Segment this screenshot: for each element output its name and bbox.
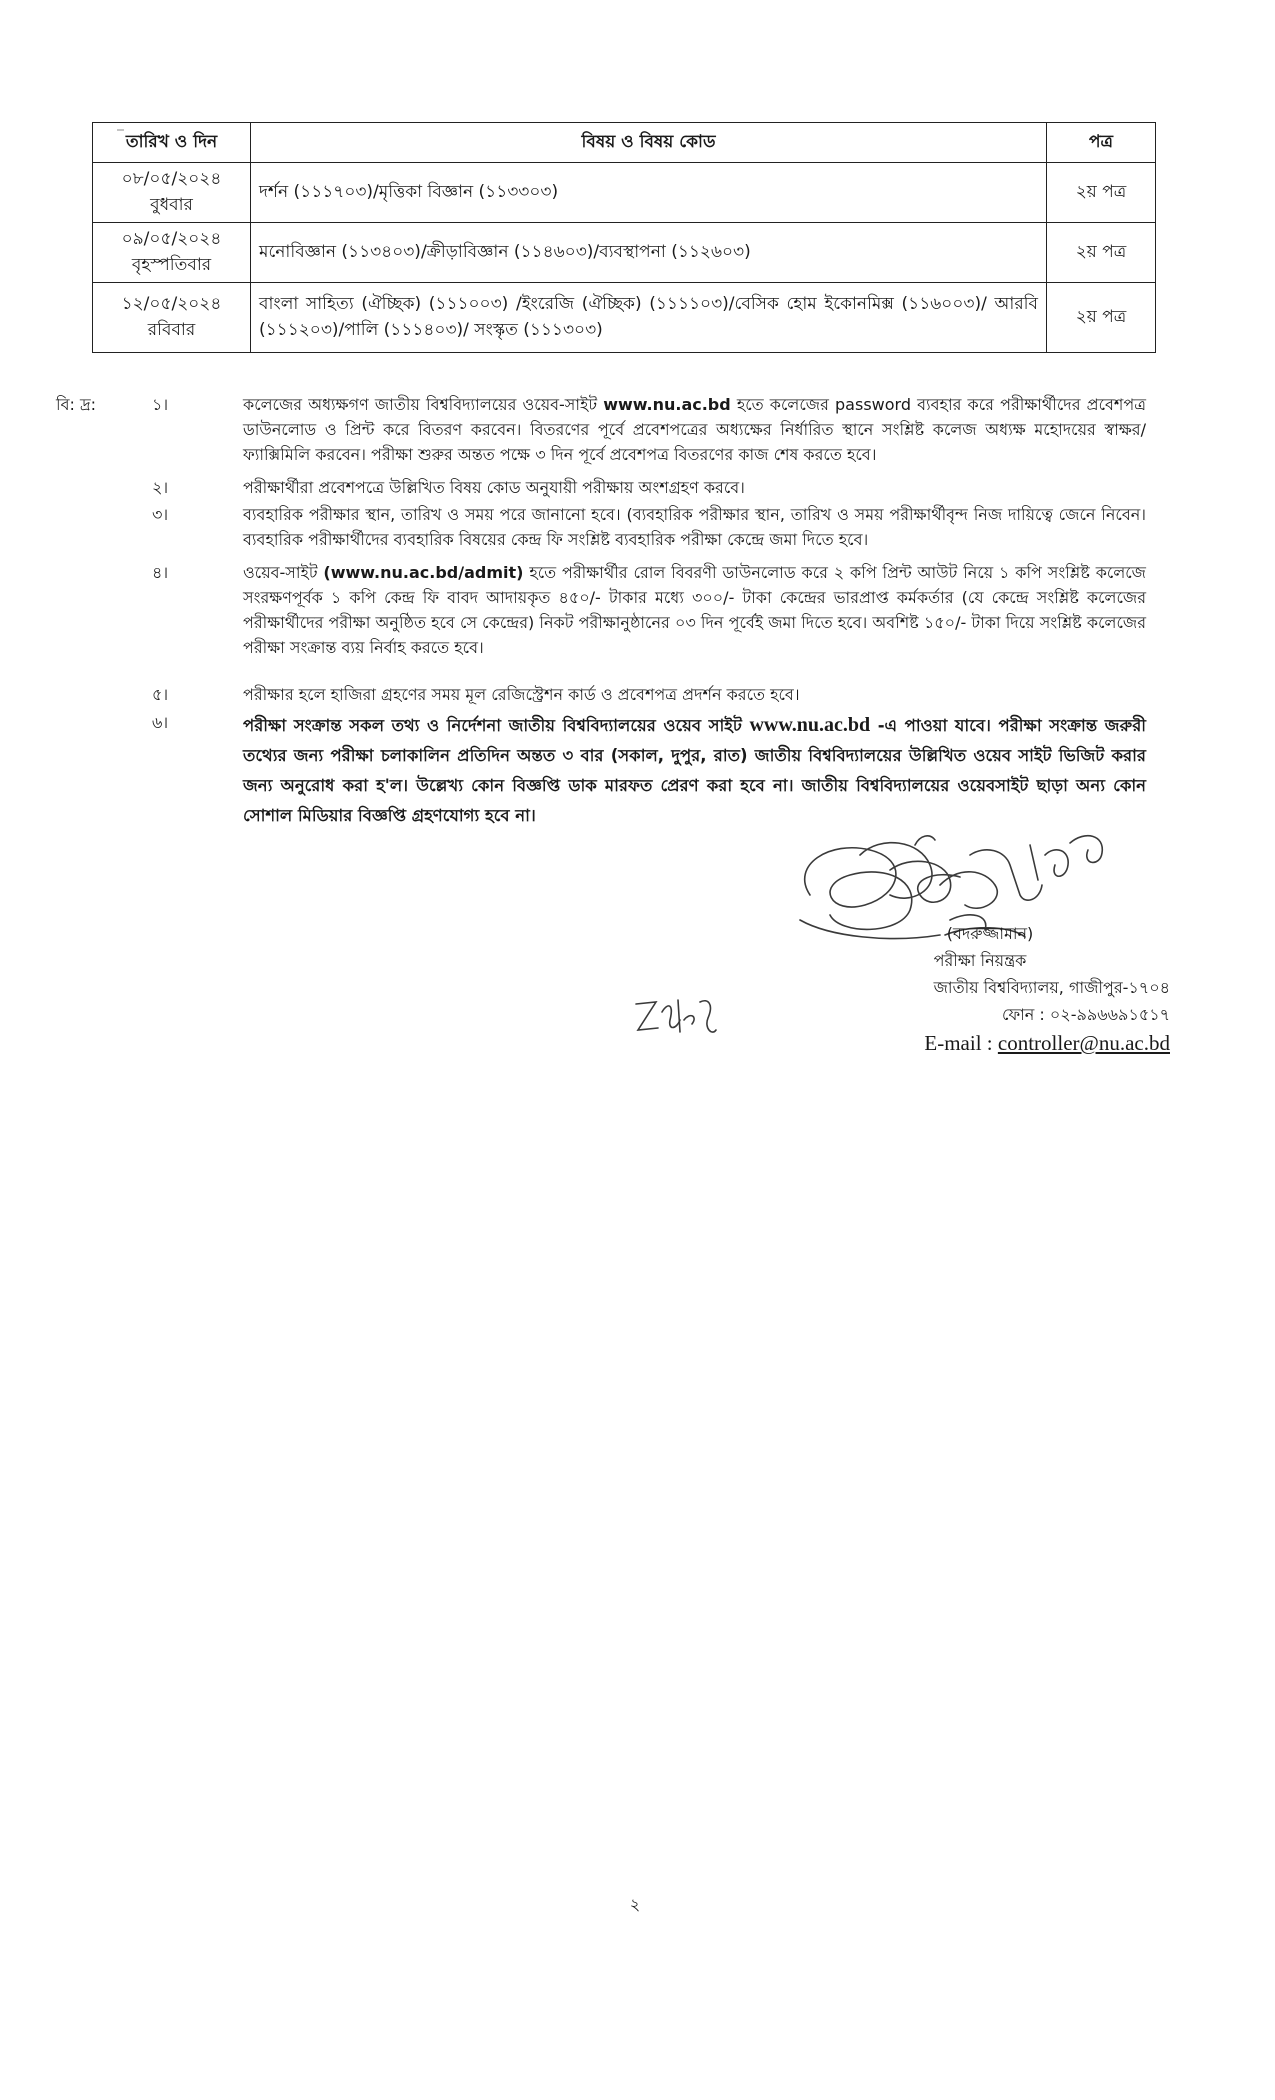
date-cell xyxy=(93,283,251,353)
admit-link[interactable]: (www.nu.ac.bd/admit) xyxy=(323,563,524,582)
note-text: পরীক্ষার্থীরা প্রবেশপত্রে উল্লিখিত বিষয় কোড অনুযায়ী পরীক্ষায় অংশগ্রহণ করবে। xyxy=(243,478,745,497)
subject-cell xyxy=(251,163,1047,223)
table-header-row xyxy=(93,123,1156,163)
subject-text: বাংলা সাহিত্য (ঐচ্ছিক) (১১১০০৩) /ইংরেজি (ঐচ্ছিক) (১১১১০৩)/বেসিক হোম ইকোনমিক্স (১১৬০০৩)/ আরবি (১১১২০৩)/পালি (১১১৪০৩)/ সংস্কৃত (১১১৩০৩) xyxy=(259,294,1038,340)
note-text: ব্যবহারিক পরীক্ষার স্থান, তারিখ ও সময় পরে জানানো হবে। (ব্যবহারিক পরীক্ষার স্থান, তারিখ ও সময় পরীক্ষার্থীবৃন্দ নিজ দায়িত্বে জেনে নিবেন। ব্যবহারিক পরীক্ষার্থীদের ব্যবহারিক বিষয়ের কেন্দ্র ফি সংশ্লিষ্ট ব্যবহারিক পরীক্ষা কেন্দ্রে জমা দিতে হবে। xyxy=(243,505,1146,549)
note-text: কলেজের অধ্যক্ষগণ জাতীয় বিশ্ববিদ্যালয়ের ওয়েব-সাইট www.nu.ac.bd হতে কলেজের password ব্যবহার করে পরীক্ষার্থীদের প্রবেশপত্র ডাউনলোড ও প্রিন্ট করে বিতরণ করবেন। বিতরণের পূর্বে প্রবেশপত্রের অধ্যক্ষের নির্ধারিত স্থানে সংশ্লিষ্ট কলেজ অধ্যক্ষ মহোদয়ের স্বাক্ষর/ফ্যাক্সিমিলি করবেন। পরীক্ষা শুরুর অন্তত পক্ষে ৩ দিন পূর্বে প্রবেশপত্র বিতরণের কাজ শেষ করতে হবে। xyxy=(243,395,1146,464)
exam-date: ০৮/০৫/২০২৪ xyxy=(121,169,222,189)
note-number: ৬। xyxy=(152,713,169,732)
note-item-2 xyxy=(152,475,1146,501)
note-text: ওয়েব-সাইট (www.nu.ac.bd/admit) হতে পরীক্ষার্থীর রোল বিবরণী ডাউনলোড করে ২ কপি প্রিন্ট আউট নিয়ে ১ কপি সংশ্লিষ্ট কলেজে সংরক্ষণপূর্বক ১ কপি কেন্দ্র ফি বাবদ আদায়কৃত ৪৫০/- টাকার মধ্যে ৩০০/- টাকা কেন্দ্রের ভারপ্রাপ্ত কর্মকর্তার (যে কেন্দ্রে সংশ্লিষ্ট কলেজের পরীক্ষার্থীদের পরীক্ষা অনুষ্ঠিত হবে সে কেন্দ্রের) নিকট পরীক্ষানুষ্ঠানের ০৩ দিন পূর্বেই জমা দিতে হবে। অবশিষ্ট ১৫০/- টাকা দিয়ে সংশ্লিষ্ট কলেজের পরীক্ষা সংক্রান্ত ব্যয় নির্বাহ করতে হবে। xyxy=(243,563,1146,657)
email-label: E-mail : xyxy=(924,1031,998,1055)
table-row xyxy=(93,163,1156,223)
date-cell xyxy=(93,163,251,223)
table-row xyxy=(93,283,1156,353)
header-paper: পত্র xyxy=(1047,123,1156,163)
subject-cell xyxy=(251,283,1047,353)
paper-cell: ২য় পত্র xyxy=(1047,163,1156,223)
table-row xyxy=(93,223,1156,283)
subject-text: মনোবিজ্ঞান (১১৩৪০৩)/ক্রীড়াবিজ্ঞান (১১৪৬০৩)/ব্যবস্থাপনা (১১২৬০৩) xyxy=(259,241,751,262)
header-date: তারিখ ও দিন xyxy=(93,123,251,163)
email-link[interactable]: controller@nu.ac.bd xyxy=(997,1031,1170,1055)
note-number: ৫। xyxy=(152,685,169,704)
note-number: ৩। xyxy=(152,505,169,524)
paper-cell: ২য় পত্র xyxy=(1047,283,1156,353)
phone-number: ফোন : ০২-৯৯৬৬৯১৫১৭ xyxy=(1001,1005,1170,1024)
subject-text: দর্শন (১১১৭০৩)/মৃত্তিকা বিজ্ঞান (১১৩৩০৩) xyxy=(259,181,559,202)
notes-label: বি: দ্র: xyxy=(56,395,96,414)
page-number: ২ xyxy=(629,1895,641,1914)
scan-mark xyxy=(116,117,126,121)
exam-schedule-table xyxy=(92,122,1156,353)
controller-designation: পরীক্ষা নিয়ন্ত্রক xyxy=(933,951,1027,970)
header-subject: বিষয় ও বিষয় কোড xyxy=(251,123,1047,163)
note-item-5 xyxy=(152,682,1146,708)
note-text: পরীক্ষা সংক্রান্ত সকল তথ্য ও নির্দেশনা জাতীয় বিশ্ববিদ্যালয়ের ওয়েব সাইট www.nu.ac.bd -এ পাওয়া যাবে। পরীক্ষা সংক্রান্ত জরুরী তথ্যের জন্য পরীক্ষা চলাকালিন প্রতিদিন অন্তত ৩ বার (সকাল, দুপুর, রাত) জাতীয় বিশ্ববিদ্যালয়ের উল্লিখিত ওয়েব সাইট ভিজিট করার জন্য অনুরোধ করা হ'ল। উল্লেখ্য কোন বিজ্ঞপ্তি ডাক মারফত প্রেরণ করা হবে না। জাতীয় বিশ্ববিদ্যালয়ের ওয়েবসাইট ছাড়া অন্য কোন সোশাল মিডিয়ার বিজ্ঞপ্তি গ্রহণযোগ্য হবে না। xyxy=(243,714,1146,825)
email-line xyxy=(790,1030,1170,1057)
exam-date: ১২/০৫/২০২৪ xyxy=(121,294,222,314)
note-number: ১। xyxy=(152,395,169,414)
date-cell xyxy=(93,223,251,283)
initials-image xyxy=(628,990,720,1046)
subject-cell xyxy=(251,223,1047,283)
note-number: ৪। xyxy=(152,563,169,582)
paper-cell: ২য় পত্র xyxy=(1047,223,1156,283)
website-link[interactable]: www.nu.ac.bd xyxy=(603,395,731,414)
signature-handwriting: বদরুজ্জামান xyxy=(770,825,775,826)
exam-day: রবিবার xyxy=(147,319,196,340)
signature-block xyxy=(790,920,1170,1057)
note-item-1 xyxy=(152,392,1146,472)
controller-name: (বদরুজ্জামান) xyxy=(946,924,1034,943)
exam-day: বুধবার xyxy=(150,194,193,215)
exam-day: বৃহস্পতিবার xyxy=(131,254,212,275)
note-item-3 xyxy=(152,502,1146,554)
note-number: ২। xyxy=(152,478,169,497)
exam-date: ০৯/০৫/২০২৪ xyxy=(121,229,222,249)
website-link[interactable]: www.nu.ac.bd xyxy=(749,714,871,736)
note-text: পরীক্ষার হলে হাজিরা গ্রহণের সময় মূল রেজিস্ট্রেশন কার্ড ও প্রবেশপত্র প্রদর্শন করতে হবে। xyxy=(243,685,800,704)
note-item-4 xyxy=(152,560,1146,660)
institution-address: জাতীয় বিশ্ববিদ্যালয়, গাজীপুর-১৭০৪ xyxy=(933,978,1170,997)
note-item-6 xyxy=(152,710,1146,840)
